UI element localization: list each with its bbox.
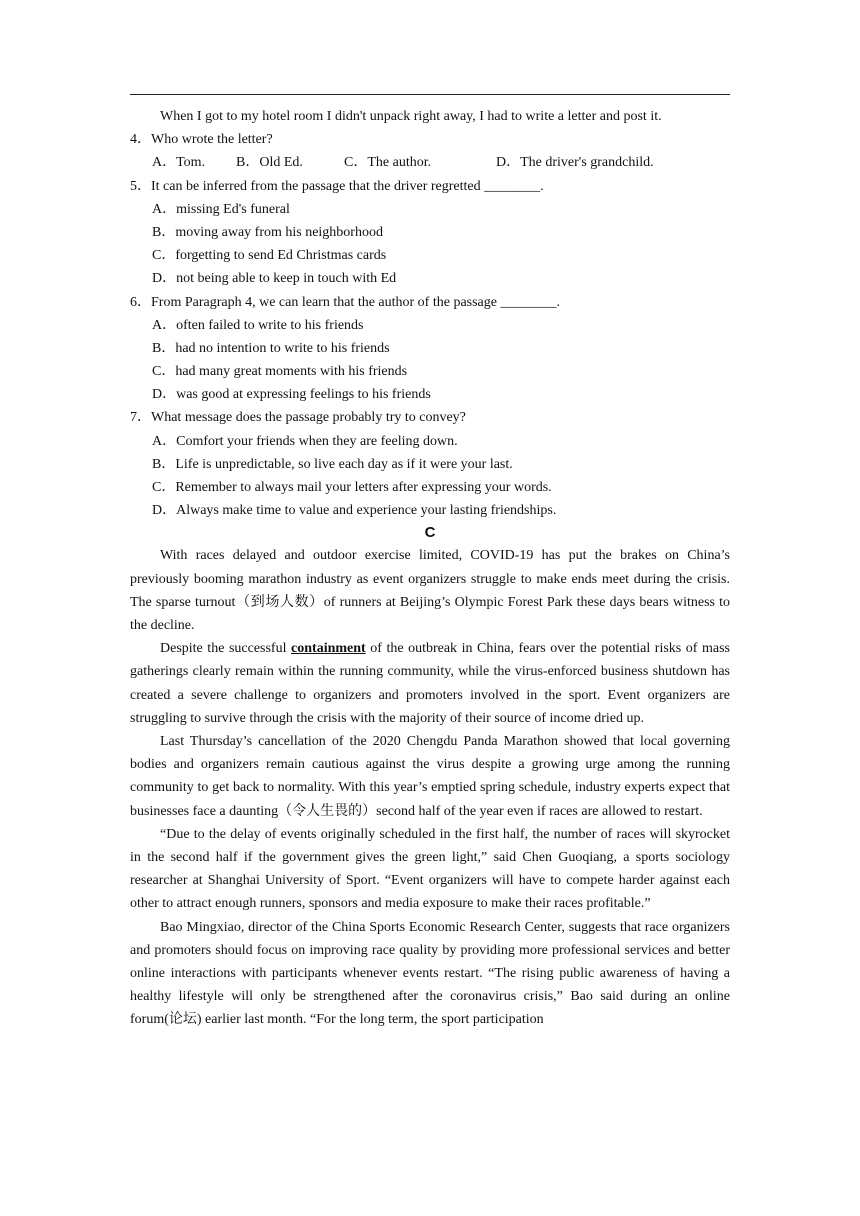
header-rule bbox=[130, 94, 730, 95]
option-d[interactable]: D．Always make time to value and experience your lasting friendships. bbox=[152, 503, 557, 519]
question-number: 5． bbox=[130, 178, 151, 194]
question-4 bbox=[130, 128, 730, 151]
option-c[interactable]: C．Remember to always mail your letters after expressing your words. bbox=[152, 480, 552, 495]
option-a[interactable]: A．missing Ed's funeral bbox=[152, 201, 290, 217]
question-stem: Who wrote the letter? bbox=[151, 132, 273, 148]
option-b[interactable]: B．moving away from his neighborhood bbox=[152, 224, 383, 240]
question-stem: From Paragraph 4, we can learn that the author of the passage ________. bbox=[151, 294, 560, 310]
question-7 bbox=[130, 406, 730, 429]
option-a[interactable]: A．Comfort your friends when they are feeling down. bbox=[152, 433, 458, 449]
underlined-word: containment bbox=[291, 641, 366, 657]
passage-paragraph-3: Last Thursday’s cancellation of the 2020 Chengdu Panda Marathon showed that local governing bodies and organizers remain cautious against the virus despite a growing urge among the running community to get back to normality. With this year’s emptied spring schedule, industry experts expect that businesses face a daunting（令人生畏的）second half of the year even if races are allowed to restart. bbox=[130, 734, 730, 819]
paragraph-text: of the outbreak in China, fears over the potential risks of mass gatherings clearly remain within the running community, while the virus-enforced business shutdown has created a severe challenge to organizers and promoters involved in the sport. Event organizers are struggling to survive through the crisis with the majority of their source of income dried up. bbox=[130, 641, 730, 726]
option-b[interactable]: B．Old Ed. bbox=[236, 155, 303, 171]
question-stem: It can be inferred from the passage that the driver regretted ________. bbox=[151, 178, 544, 194]
option-b[interactable]: B．Life is unpredictable, so live each day as if it were your last. bbox=[152, 456, 513, 472]
option-c[interactable]: C．had many great moments with his friends bbox=[152, 364, 408, 380]
option-b[interactable]: B．had no intention to write to his friends bbox=[152, 340, 390, 356]
option-d[interactable]: D．not being able to keep in touch with Ed bbox=[152, 271, 397, 287]
option-a[interactable]: A．Tom. bbox=[152, 155, 206, 171]
question-stem: What message does the passage probably try to convey? bbox=[151, 410, 466, 426]
question-number: 4． bbox=[130, 132, 151, 148]
section-heading: C bbox=[424, 524, 436, 542]
question-4-options bbox=[130, 151, 730, 174]
passage-paragraph-5: Bao Mingxiao, director of the China Sports Economic Research Center, suggests that race organizers and promoters should focus on improving race quality by providing more professional services and better online interactions with participants whenever events restart. “The rising public awareness of having a healthy lifestyle will only be strengthened after the coronavirus crisis,” Bao said during an online forum(论坛) earlier last month. “For the long term, the sport participation bbox=[130, 919, 730, 1028]
option-c[interactable]: C．forgetting to send Ed Christmas cards bbox=[152, 248, 387, 264]
passage-paragraph-4: “Due to the delay of events originally scheduled in the first half, the number of races will skyrocket in the second half if the government gives the green light,” said Chen Guoqiang, a sports sociology researcher at Shanghai University of Sport. “Event organizers will have to compete harder against each other to attract enough runners, sponsors and media exposure to make their races profitable.” bbox=[130, 826, 730, 912]
option-d[interactable]: D．was good at expressing feelings to his friends bbox=[152, 387, 431, 403]
question-6 bbox=[130, 291, 730, 314]
paragraph-text: Despite the successful bbox=[160, 641, 292, 657]
document-page bbox=[130, 105, 730, 1032]
question-number: 7． bbox=[130, 410, 151, 426]
passage-paragraph-1: With races delayed and outdoor exercise limited, COVID-19 has put the brakes on China’s previously booming marathon industry as event organizers struggle to make ends meet during the crisis. The sparse turnout（到场人数）of runners at Beijing’s Olympic Forest Park these days bears witness to the decline. bbox=[130, 548, 730, 633]
question-5 bbox=[130, 175, 730, 198]
question-number: 6． bbox=[130, 294, 151, 310]
passage-paragraph-2 bbox=[130, 637, 730, 730]
option-c[interactable]: C．The author. bbox=[344, 155, 432, 171]
intro-line: When I got to my hotel room I didn't unpack right away, I had to write a letter and post it. bbox=[160, 109, 662, 124]
option-a[interactable]: A．often failed to write to his friends bbox=[152, 317, 364, 333]
option-d[interactable]: D．The driver's grandchild. bbox=[496, 155, 654, 171]
